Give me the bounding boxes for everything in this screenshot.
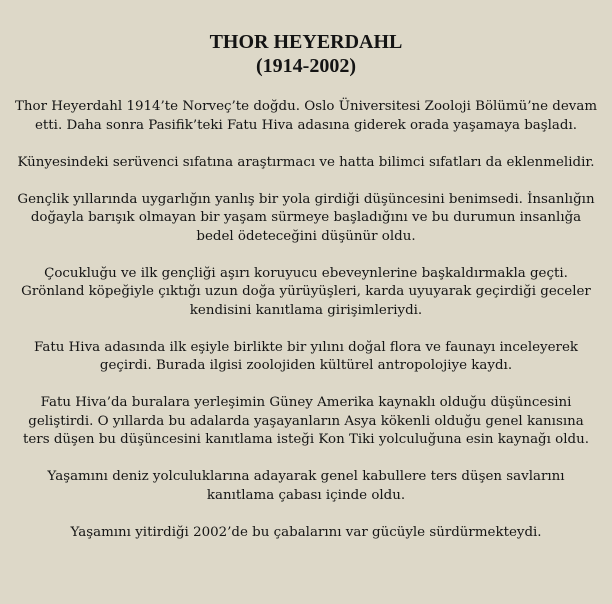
document-years: (1914-2002) <box>256 55 356 77</box>
paragraph-birth-education: Thor Heyerdahl 1914’te Norveç’te doğdu. Oslo Üniversitesi Zooloji Bölümü’ne devam etti. Daha sonra Pasifik’teki Fatu Hiva adasına giderek orada yaşamaya başladı. <box>14 99 598 133</box>
paragraph-childhood: Çocukluğu ve ilk gençliği aşırı koruyucu ebeveynlerine başkaldırmakla geçti. Grönland köpeğiyle çıktığı uzun doğa yürüyüşleri, karda uyuyarak geçirdiği geceler kendisini kanıtlama girişimleriydi. <box>21 265 591 318</box>
paragraph-youth-beliefs: Gençlik yıllarında uygarlığın yanlış bir yola girdiği düşüncesini benimsedi. İnsanlığın doğayla barışık olmayan bir yaşam sürmeye başladığını ve bu durumun insanlığa bedel ödeteceğini düşünür oldu. <box>17 191 595 244</box>
paragraph-kon-tiki-idea: Fatu Hiva’da buralara yerleşimin Güney Amerika kaynaklı olduğu düşüncesini geliştirdi. O yıllarda bu adalarda yaşayanların Asya kökenli olduğu genel kanısına ters düşen bu düşüncesini kanıtlama isteği Kon Tiki yolculuğuna esin kaynağı oldu. <box>23 395 589 447</box>
paragraph-fatu-hiva-life: Fatu Hiva adasında ilk eşiyle birlikte bir yılını doğal flora ve faunayı inceleyerek geçirdi. Burada ilgisi zoolojiden kültürel antropolojiye kaydı. <box>33 339 578 373</box>
paragraph-sea-voyages: Yaşamını deniz yolculuklarına adayarak genel kabullere ters düşen savlarını kanıtlama çabası içinde oldu. <box>47 469 565 503</box>
paragraph-titles: Künyesindeki serüvenci sıfatına araştırmacı ve hatta bilimci sıfatları da eklenmelidir. <box>17 154 595 170</box>
paragraph-death: Yaşamını yitirdiği 2002’de bu çabalarını var gücüyle sürdürmekteydi. <box>70 524 542 540</box>
document-title: THOR HEYERDAHL <box>209 31 403 53</box>
